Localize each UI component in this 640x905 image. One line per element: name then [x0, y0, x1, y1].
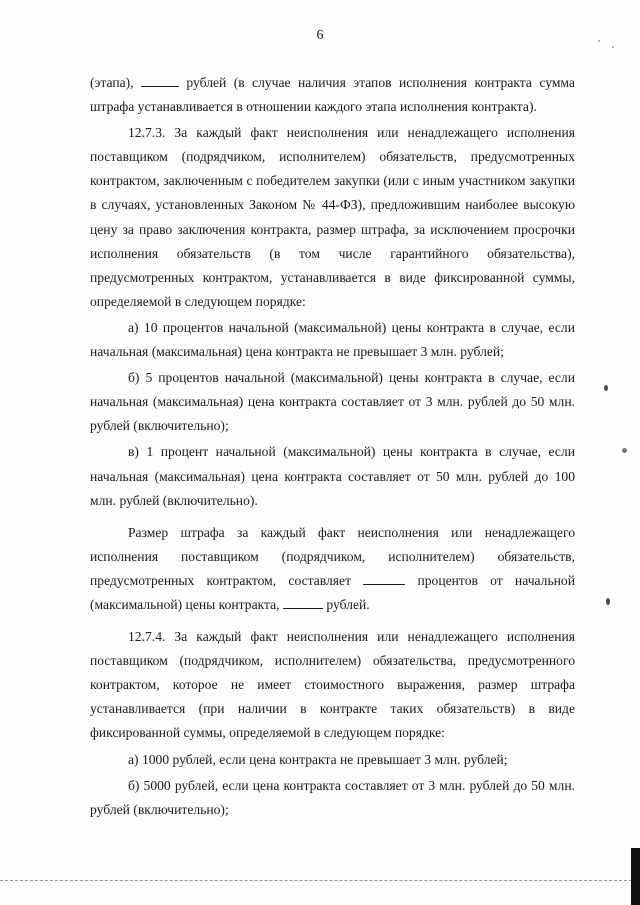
scan-bottom-rule: [0, 880, 632, 881]
scan-speck: [622, 448, 627, 453]
fill-in-blank: [283, 596, 323, 609]
scan-speck: [606, 598, 610, 605]
text-run: рублей.: [322, 596, 370, 612]
text-run: 12.7.3. За каждый факт неисполнения или ненадлежащего исполнения поставщиком (подрядчиком, исполнителем) обязательств, предусмотренных контрактом, заключенным с победителем закупки (или с иным участником закупки в случаях, установленных Законом № 44-ФЗ), предложившим наиболее высокую цену за право заключения контракта, размер штрафа, за исключением просрочки исполнения обязательств (в том числе гарантийного обязательства), предусмотренных контрактом, устанавливается в виде фиксированной суммы, определяемой в следующем порядке:: [90, 125, 575, 309]
paragraph-stage-fine: [90, 71, 575, 119]
list-item-b-2: [90, 774, 575, 822]
scan-speck: [604, 385, 608, 391]
fill-in-blank: [363, 572, 405, 585]
text-run: процентов от начальной (максимальной) цены контракта,: [90, 572, 576, 612]
page-number: 6: [316, 28, 324, 43]
paragraph-12-7-3: [90, 121, 575, 314]
text-run: в) 1 процент начальной (максимальной) цены контракта в случае, если начальная (максимальная) цена контракта составляет от 50 млн. рублей до 100 млн. рублей (включительно).: [90, 444, 575, 508]
text-run: а) 10 процентов начальной (максимальной) цены контракта в случае, если начальная (максимальная) цена контракта не превышает 3 млн. рублей;: [90, 319, 575, 360]
list-item-a: [90, 316, 575, 364]
list-item-a-2: [90, 748, 575, 772]
paragraph-12-7-4: [90, 625, 575, 745]
document-body: [90, 71, 575, 822]
text-run: Размер штрафа за каждый факт неисполнения или ненадлежащего исполнения поставщиком (подрядчиком, исполнителем) обязательств, предусмотренных контрактом, составляет: [90, 524, 575, 588]
list-item-b: [90, 366, 575, 438]
text-run: 12.7.4. За каждый факт неисполнения или ненадлежащего исполнения поставщиком (подрядчиком, исполнителем) обязательства, предусмотренного контрактом, которое не имеет стоимостного выражения, размер штрафа устанавливается (при наличии в контракте таких обязательств) в виде фиксированной суммы, определяемой в следующем порядке:: [90, 629, 575, 741]
list-item-v: [90, 440, 575, 512]
text-run: б) 5 процентов начальной (максимальной) цены контракта в случае, если начальная (максимальная) цена контракта составляет от 3 млн. рублей до 50 млн. рублей (включительно);: [90, 370, 575, 434]
scan-speck: [612, 46, 614, 48]
scan-edge-bar: [631, 848, 640, 905]
paragraph-fine-amount: [90, 521, 575, 617]
text-run: (этапа),: [90, 75, 141, 90]
text-run: рублей (в случае наличия этапов исполнения контракта сумма штрафа устанавливается в отношении каждого этапа исполнения контракта).: [90, 75, 575, 115]
text-run: а) 1000 рублей, если цена контракта не превышает 3 млн. рублей;: [128, 751, 508, 767]
scan-speck: [598, 40, 600, 42]
fill-in-blank: [141, 74, 179, 87]
text-run: б) 5000 рублей, если цена контракта составляет от 3 млн. рублей до 50 млн. рублей (включительно);: [90, 777, 575, 817]
